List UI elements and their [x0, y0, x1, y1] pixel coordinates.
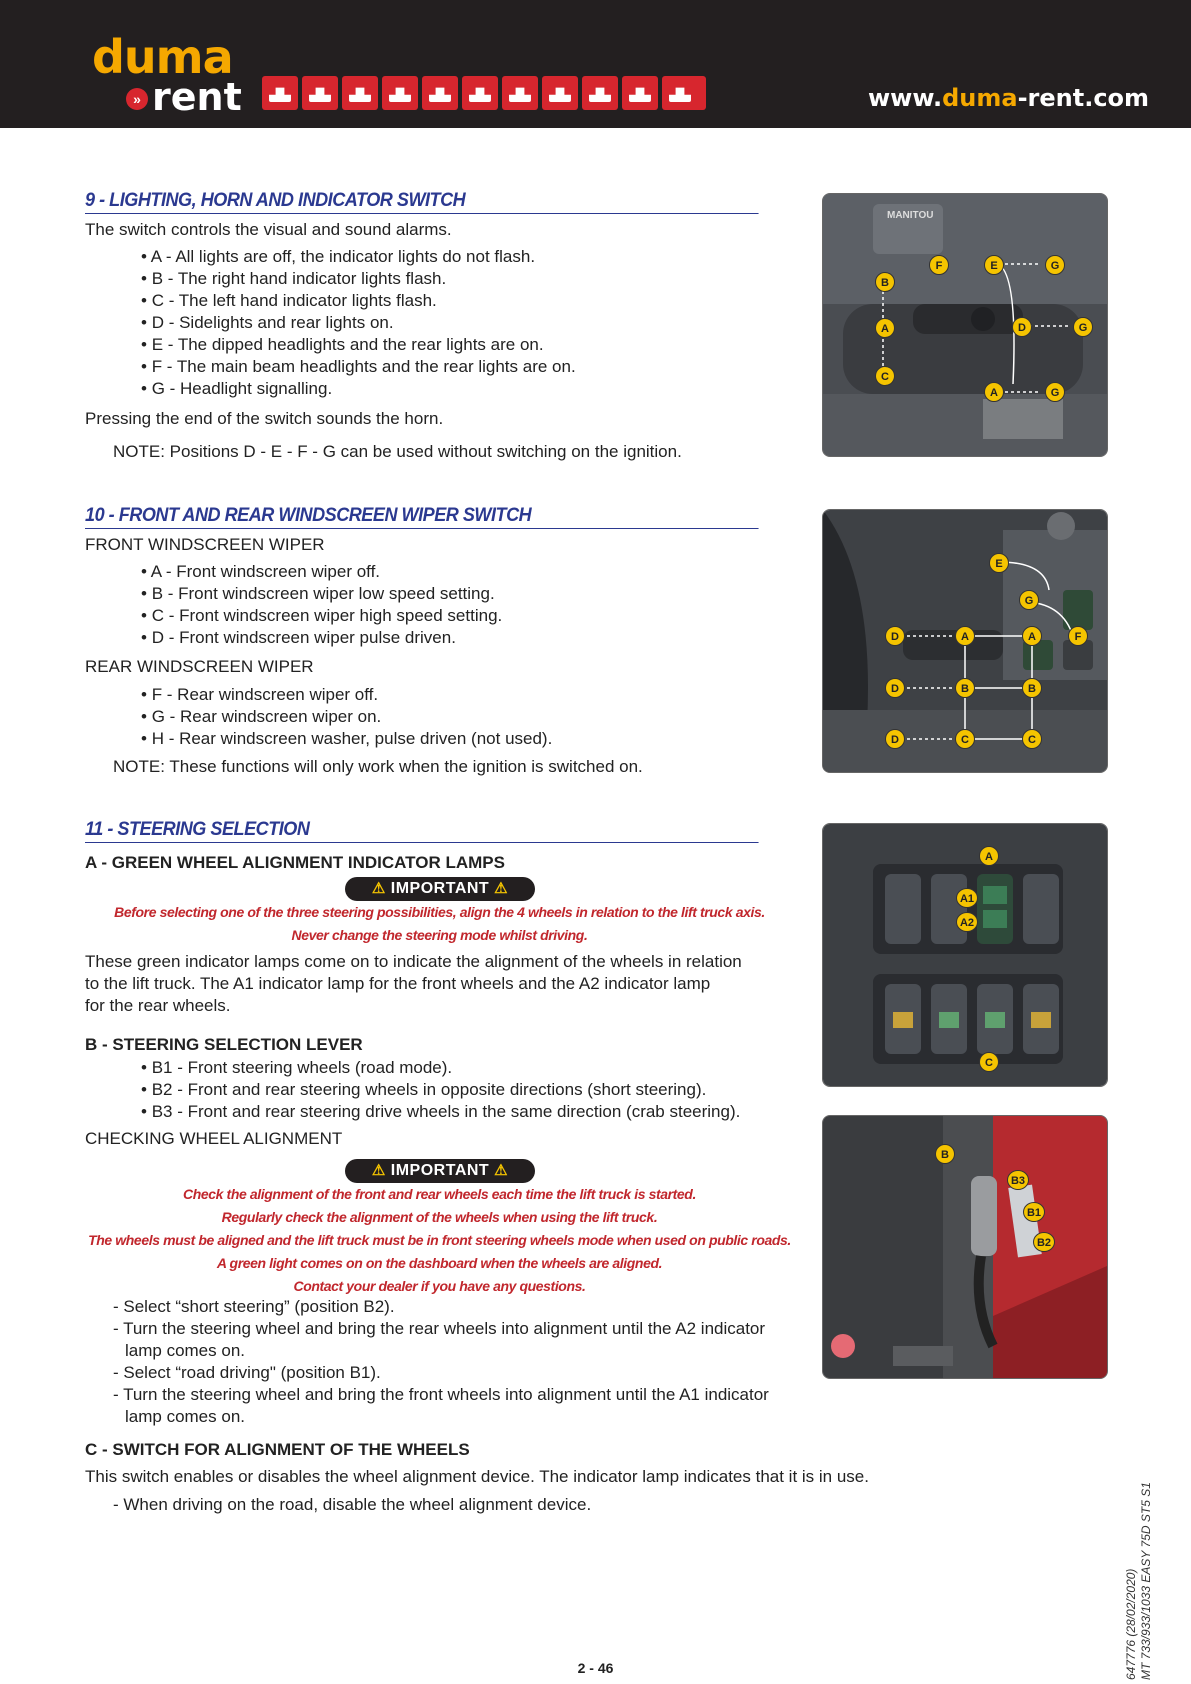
list-item: • F - The main beam headlights and the rear lights are on. — [141, 356, 576, 378]
photo-steering-lever — [822, 1115, 1108, 1379]
warning-icon: ⚠ — [494, 1162, 509, 1179]
marker-b1: B1 — [1023, 1202, 1045, 1222]
rear-wiper-label: REAR WINDSCREEN WIPER — [85, 657, 314, 676]
marker-g: G — [1045, 255, 1065, 275]
section-10-title: 10 - FRONT AND REAR WINDSCREEN WIPER SWITCH — [85, 505, 759, 529]
marker-b: B — [935, 1144, 955, 1164]
marker-c: C — [955, 729, 975, 749]
steering-warning — [85, 901, 794, 947]
list-item: • A - Front windscreen wiper off. — [141, 561, 502, 583]
list-item: • B - Front windscreen wiper low speed setting. — [141, 583, 502, 605]
crane-truck-icon — [502, 76, 538, 110]
marker-e: E — [984, 255, 1004, 275]
section-9-list — [141, 246, 576, 400]
photo-lighting-switch — [822, 193, 1108, 457]
excavator-icon — [542, 76, 578, 110]
list-item: • C - The left hand indicator lights flash. — [141, 290, 576, 312]
section-11-b-heading: B - STEERING SELECTION LEVER — [85, 1035, 363, 1054]
photo-1-brand: MANITOU — [887, 210, 934, 221]
marker-a1: A1 — [956, 888, 978, 908]
machine-icons-row — [262, 76, 706, 112]
important-badge: ⚠ IMPORTANT ⚠ — [345, 1159, 535, 1183]
section-9-intro: The switch controls the visual and sound alarms. — [85, 220, 452, 239]
list-item: - Turn the steering wheel and bring the rear wheels into alignment until the A2 indicator lamp comes on. — [113, 1318, 795, 1362]
warning-line: Regularly check the alignment of the wheels when using the lift truck. — [221, 1209, 658, 1225]
list-item: - When driving on the road, disable the wheel alignment device. — [113, 1494, 913, 1516]
photo-indicator-lamps — [822, 823, 1108, 1087]
list-item: • C - Front windscreen wiper high speed setting. — [141, 605, 502, 627]
page-number: 2 - 46 — [577, 1660, 614, 1676]
list-item: • F - Rear windscreen wiper off. — [141, 684, 552, 706]
marker-d: D — [1012, 317, 1032, 337]
marker-f: F — [929, 255, 949, 275]
marker-c: C — [1022, 729, 1042, 749]
telehandler-icon — [582, 76, 618, 110]
list-item: • E - The dipped headlights and the rear lights are on. — [141, 334, 576, 356]
marker-b: B — [955, 678, 975, 698]
warehouse-forklift-icon — [382, 76, 418, 110]
warning-line: Never change the steering mode whilst driving. — [291, 927, 588, 943]
marker-a: A — [979, 846, 999, 866]
indicator-text-line: for the rear wheels. — [85, 996, 231, 1015]
front-wiper-label: FRONT WINDSCREEN WIPER — [85, 535, 325, 554]
list-item: • D - Sidelights and rear lights on. — [141, 312, 576, 334]
list-item: - Select “road driving" (position B1). — [113, 1362, 795, 1384]
photo-wiper-switch — [822, 509, 1108, 773]
marker-b: B — [875, 272, 895, 292]
checking-alignment-label: CHECKING WHEEL ALIGNMENT — [85, 1129, 343, 1148]
section-9-title: 9 - LIGHTING, HORN AND INDICATOR SWITCH — [85, 190, 759, 214]
tractor-icon — [422, 76, 458, 110]
marker-a: A — [1022, 626, 1042, 646]
list-item: • H - Rear windscreen washer, pulse driven (not used). — [141, 728, 552, 750]
list-item: • D - Front windscreen wiper pulse driven. — [141, 627, 502, 649]
alignment-warning — [85, 1183, 794, 1298]
marker-g: G — [1073, 317, 1093, 337]
marker-g: G — [1045, 382, 1065, 402]
section-9-horn: Pressing the end of the switch sounds the horn. — [85, 409, 444, 428]
alignment-switch-steps — [113, 1494, 913, 1516]
logo-rent: rent — [152, 75, 242, 119]
section-11-title: 11 - STEERING SELECTION — [85, 819, 759, 843]
marker-b2: B2 — [1033, 1232, 1055, 1252]
list-item: • G - Rear windscreen wiper on. — [141, 706, 552, 728]
warning-icon: ⚠ — [371, 880, 386, 897]
marker-g: G — [1019, 590, 1039, 610]
doc-ref: 647776 (28/02/2020) MT 733/933/1033 EASY 75D ST5 S1 — [1124, 1482, 1153, 1680]
warning-line: Before selecting one of the three steering possibilities, align the 4 wheels in relation to the lift truck axis. — [114, 904, 765, 920]
list-item: - Select “short steering” (position B2). — [113, 1296, 795, 1318]
boom-lift-icon — [622, 76, 658, 110]
warning-line: Contact your dealer if you have any questions. — [293, 1278, 586, 1294]
truck-icon — [662, 76, 706, 110]
skid-steer-icon — [262, 76, 298, 110]
list-item: • A - All lights are off, the indicator lights do not flash. — [141, 246, 576, 268]
warning-line: The wheels must be aligned and the lift truck must be in front steering wheels mode when used on public roads. — [88, 1232, 791, 1248]
section-11-a-heading: A - GREEN WHEEL ALIGNMENT INDICATOR LAMPS — [85, 853, 505, 872]
marker-a: A — [955, 626, 975, 646]
marker-f: F — [1068, 626, 1088, 646]
logo-arrow-icon: » — [126, 88, 148, 110]
marker-b3: B3 — [1007, 1170, 1029, 1190]
website-link[interactable]: www.duma-rent.com — [868, 84, 1150, 112]
marker-d: D — [885, 729, 905, 749]
list-item: • B3 - Front and rear steering drive wheels in the same direction (crab steering). — [141, 1101, 740, 1123]
warning-line: A green light comes on on the dashboard when the wheels are aligned. — [216, 1255, 663, 1271]
section-10-note: NOTE: These functions will only work when the ignition is switched on. — [113, 757, 643, 776]
alignment-switch-text: This switch enables or disables the wheel alignment device. The indicator lamp indicates that it is in use. — [85, 1467, 869, 1486]
list-item: • B - The right hand indicator lights flash. — [141, 268, 576, 290]
warning-icon: ⚠ — [494, 880, 509, 897]
loader-icon — [462, 76, 498, 110]
photo-indicator-lamps-art — [823, 824, 1107, 1086]
photo-lighting-switch-art — [823, 194, 1107, 456]
section-11-c-heading: C - SWITCH FOR ALIGNMENT OF THE WHEELS — [85, 1440, 470, 1459]
steering-lever-list — [141, 1057, 740, 1123]
document-reference — [1124, 1482, 1153, 1680]
warning-line: Check the alignment of the front and rear wheels each time the lift truck is started. — [183, 1186, 696, 1202]
important-badge: ⚠ IMPORTANT ⚠ — [345, 877, 535, 901]
warning-icon: ⚠ — [371, 1162, 386, 1179]
front-wiper-list — [141, 561, 502, 649]
page-header — [0, 0, 1191, 128]
marker-a: A — [984, 382, 1004, 402]
marker-d: D — [885, 678, 905, 698]
marker-a2: A2 — [956, 912, 978, 932]
list-item: • B1 - Front steering wheels (road mode). — [141, 1057, 740, 1079]
marker-d: D — [885, 626, 905, 646]
marker-b: B — [1022, 678, 1042, 698]
marker-c: C — [979, 1052, 999, 1072]
rear-wiper-list — [141, 684, 552, 750]
indicator-text-line: These green indicator lamps come on to indicate the alignment of the wheels in relation — [85, 952, 742, 971]
forklift-icon — [302, 76, 338, 110]
marker-a: A — [875, 318, 895, 338]
alignment-steps — [113, 1296, 795, 1428]
section-9-note: NOTE: Positions D - E - F - G can be used without switching on the ignition. — [113, 442, 682, 461]
indicator-text-line: to the lift truck. The A1 indicator lamp for the front wheels and the A2 indicator lamp — [85, 974, 711, 993]
marker-e: E — [989, 553, 1009, 573]
list-item: • G - Headlight signalling. — [141, 378, 576, 400]
marker-c: C — [875, 366, 895, 386]
logo-duma: duma — [92, 30, 233, 84]
photo-steering-lever-art — [823, 1116, 1107, 1378]
scissor-lift-icon — [342, 76, 378, 110]
list-item: - Turn the steering wheel and bring the front wheels into alignment until the A1 indicator lamp comes on. — [113, 1384, 795, 1428]
list-item: • B2 - Front and rear steering wheels in opposite directions (short steering). — [141, 1079, 740, 1101]
